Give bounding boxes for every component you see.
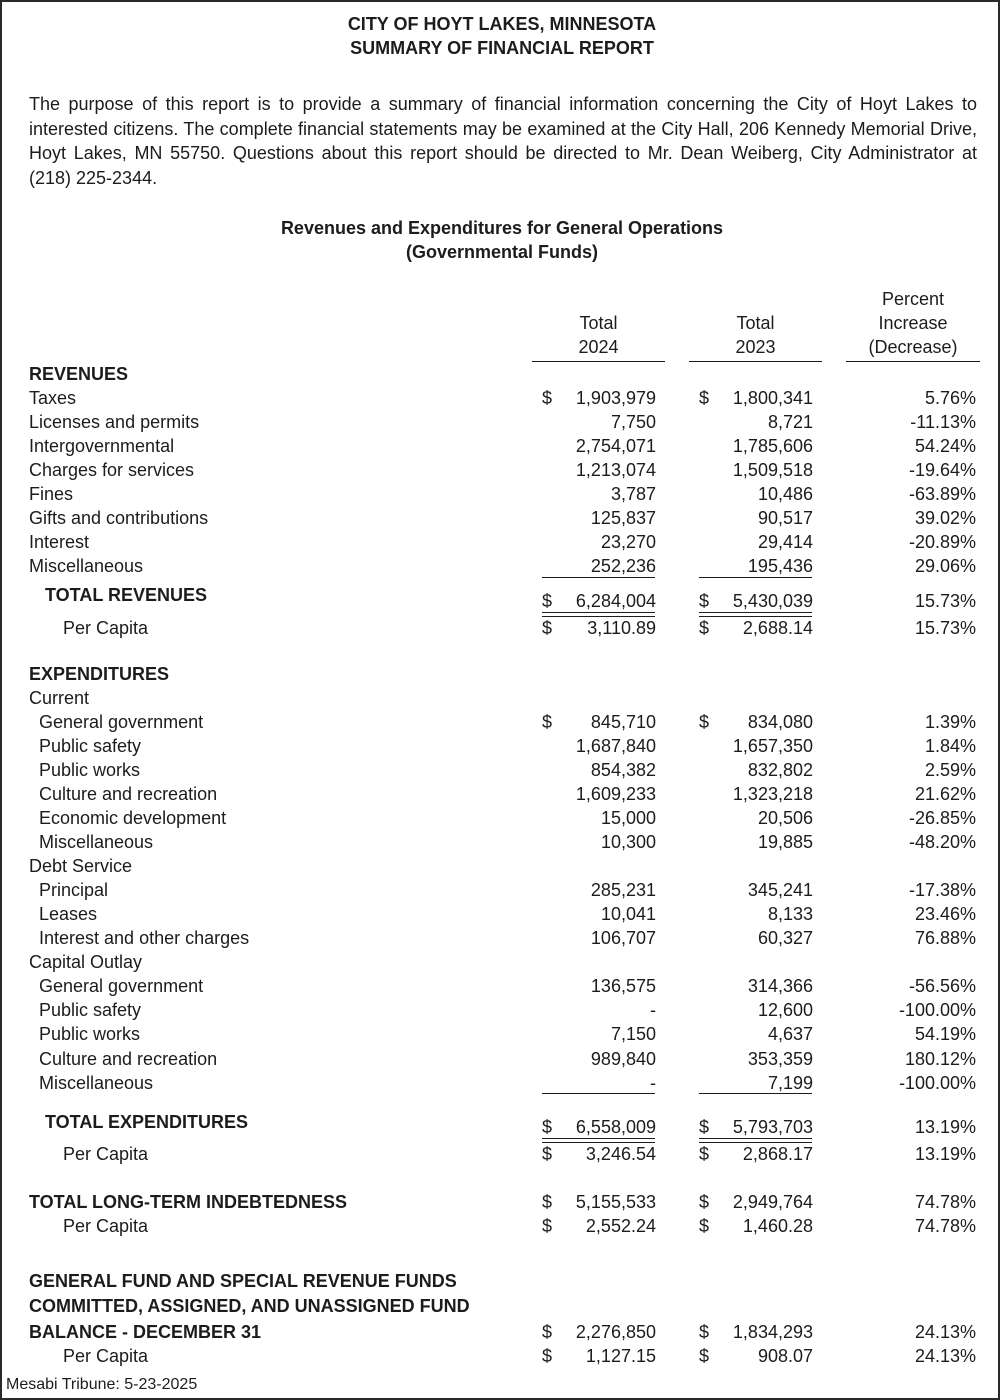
- row-label: General government: [39, 976, 204, 996]
- report-title-line1: CITY OF HOYT LAKES, MINNESOTA: [347, 14, 657, 34]
- value-pct: 15.73%: [914, 591, 976, 611]
- value-pct: -56.56%: [908, 976, 976, 996]
- value-2023: 1,460.28: [742, 1216, 813, 1236]
- fund-balance-label-line2: COMMITTED, ASSIGNED, AND UNASSIGNED FUND: [29, 1296, 470, 1316]
- row-label: Miscellaneous: [39, 1073, 154, 1093]
- currency-sign: $: [699, 1216, 710, 1236]
- value-2024: -: [650, 1000, 656, 1020]
- per-capita-row: [2, 616, 1000, 640]
- value-2024: 3,246.54: [585, 1144, 656, 1164]
- value-2023: 29,414: [757, 532, 813, 552]
- value-2023: 1,785,606: [732, 436, 813, 456]
- table-row: [2, 482, 1000, 506]
- row-label: Fines: [29, 484, 74, 504]
- expenditures-heading: EXPENDITURES: [29, 664, 170, 684]
- value-2023: 5,793,703: [732, 1117, 813, 1137]
- value-pct: 13.19%: [914, 1117, 976, 1137]
- currency-sign: $: [542, 1216, 553, 1236]
- value-2024: 7,750: [610, 412, 656, 432]
- row-label: TOTAL EXPENDITURES: [45, 1112, 249, 1132]
- value-2024: 285,231: [590, 880, 656, 900]
- row-label: Intergovernmental: [29, 436, 175, 456]
- value-2023: 314,366: [747, 976, 813, 996]
- debt-service-subheading: Debt Service: [29, 856, 133, 876]
- value-2024: 845,710: [590, 712, 656, 732]
- row-label: Public safety: [39, 1000, 142, 1020]
- value-pct: -11.13%: [910, 412, 976, 432]
- value-2023: 20,506: [757, 808, 813, 828]
- value-pct: -100.00%: [898, 1000, 976, 1020]
- row-label: Gifts and contributions: [29, 508, 209, 528]
- value-2023: 195,436: [747, 556, 813, 576]
- currency-sign: $: [542, 1322, 553, 1342]
- row-label: Economic development: [39, 808, 227, 828]
- table-row: [2, 1047, 1000, 1071]
- publication-credit: Mesabi Tribune: 5-23-2025: [6, 1376, 198, 1393]
- value-2024: 15,000: [600, 808, 656, 828]
- value-2023: 1,657,350: [732, 736, 813, 756]
- value-pct: 15.73%: [914, 618, 976, 638]
- value-2023: 12,600: [757, 1000, 813, 1020]
- table-row: [2, 902, 1000, 926]
- value-pct: 74.78%: [914, 1216, 976, 1236]
- value-2023: 8,721: [767, 412, 813, 432]
- capital-outlay-subheading: Capital Outlay: [29, 952, 143, 972]
- row-label: Miscellaneous: [29, 556, 144, 576]
- table-row: [2, 530, 1000, 554]
- value-2024: 10,041: [600, 904, 656, 924]
- row-label: TOTAL LONG-TERM INDEBTEDNESS: [29, 1192, 348, 1212]
- row-label: Taxes: [29, 388, 77, 408]
- row-label: Culture and recreation: [39, 784, 218, 804]
- value-pct: 76.88%: [914, 928, 976, 948]
- value-pct: 29.06%: [914, 556, 976, 576]
- table-row: [2, 386, 1000, 410]
- fund-balance-label-line1: GENERAL FUND AND SPECIAL REVENUE FUNDS: [29, 1271, 457, 1291]
- value-2023: 10,486: [757, 484, 813, 504]
- value-2024: 23,270: [600, 532, 656, 552]
- currency-sign: $: [699, 1346, 710, 1366]
- table-row: [2, 1022, 1000, 1046]
- value-pct: -17.38%: [908, 880, 976, 900]
- value-2024: 1,903,979: [575, 388, 656, 408]
- row-label: Per Capita: [63, 1216, 149, 1236]
- value-pct: 24.13%: [914, 1346, 976, 1366]
- table-row: [2, 974, 1000, 998]
- table-row: [2, 710, 1000, 734]
- value-2024: 3,110.89: [587, 618, 656, 638]
- row-label: Public works: [39, 1024, 141, 1044]
- table-row: [2, 410, 1000, 434]
- value-2024: 1,127.15: [585, 1346, 656, 1366]
- value-2023: 1,509,518: [732, 460, 813, 480]
- row-label: Culture and recreation: [39, 1049, 218, 1069]
- fund-balance-row: [2, 1320, 1000, 1344]
- col-2023-header-line1: Total: [736, 313, 775, 333]
- value-2024: 136,575: [590, 976, 656, 996]
- value-pct: 74.78%: [914, 1192, 976, 1212]
- long-term-debt-row: [2, 1190, 1000, 1214]
- value-pct: 1.84%: [924, 736, 976, 756]
- value-pct: 23.46%: [914, 904, 976, 924]
- table-row: [2, 1071, 1000, 1095]
- subtotal-rule: [542, 1093, 655, 1094]
- table-title-line2: (Governmental Funds): [405, 242, 598, 262]
- row-label: Charges for services: [29, 460, 195, 480]
- table-title-line1: Revenues and Expenditures for General Operations: [280, 218, 724, 238]
- table-row: [2, 830, 1000, 854]
- value-2024: 1,687,840: [575, 736, 656, 756]
- value-2024: 2,276,850: [575, 1322, 656, 1342]
- row-label: Per Capita: [63, 618, 149, 638]
- currency-sign: $: [542, 618, 553, 638]
- row-label: Interest: [29, 532, 90, 552]
- value-2024: 1,609,233: [575, 784, 656, 804]
- value-2023: 5,430,039: [732, 591, 813, 611]
- value-2024: -: [650, 1073, 656, 1093]
- value-pct: -26.85%: [908, 808, 976, 828]
- value-2023: 60,327: [757, 928, 813, 948]
- col-2024-header-line1: Total: [579, 313, 618, 333]
- value-2024: 2,754,071: [575, 436, 656, 456]
- value-2024: 252,236: [590, 556, 656, 576]
- subtotal-rule: [699, 577, 812, 578]
- value-2024: 5,155,533: [575, 1192, 656, 1212]
- currency-sign: $: [542, 712, 553, 732]
- value-2024: 3,787: [610, 484, 656, 504]
- currency-sign: $: [699, 388, 710, 408]
- value-pct: 5.76%: [924, 388, 976, 408]
- row-label: Leases: [39, 904, 98, 924]
- value-pct: 54.19%: [914, 1024, 976, 1044]
- currency-sign: $: [699, 618, 710, 638]
- currency-sign: $: [542, 1192, 553, 1212]
- total-expenditures-values: [2, 1115, 1000, 1139]
- value-pct: 1.39%: [924, 712, 976, 732]
- currency-sign: $: [699, 591, 710, 611]
- value-2024: 2,552.24: [585, 1216, 656, 1236]
- value-2023: 353,359: [747, 1049, 813, 1069]
- col-pct-header-rule: [846, 361, 980, 362]
- total-revenues-values: [2, 589, 1000, 613]
- table-row: [2, 554, 1000, 578]
- table-row: [2, 806, 1000, 830]
- value-pct: 54.24%: [914, 436, 976, 456]
- report-title-line2: SUMMARY OF FINANCIAL REPORT: [350, 38, 654, 58]
- value-2023: 2,688.14: [742, 618, 813, 638]
- value-2024: 106,707: [590, 928, 656, 948]
- value-2024: 125,837: [590, 508, 656, 528]
- per-capita-row: [2, 1214, 1000, 1238]
- currency-sign: $: [542, 1144, 553, 1164]
- row-label: Principal: [39, 880, 109, 900]
- value-pct: 2.59%: [924, 760, 976, 780]
- value-pct: -63.89%: [908, 484, 976, 504]
- table-row: [2, 506, 1000, 530]
- row-label: Public works: [39, 760, 141, 780]
- value-2023: 19,885: [757, 832, 813, 852]
- value-2023: 2,868.17: [742, 1144, 813, 1164]
- row-label: Per Capita: [63, 1144, 149, 1164]
- value-pct: -20.89%: [908, 532, 976, 552]
- value-pct: -48.20%: [908, 832, 976, 852]
- value-2024: 6,284,004: [575, 591, 656, 611]
- table-row: [2, 434, 1000, 458]
- value-pct: 180.12%: [904, 1049, 976, 1069]
- col-2023-header-line2: 2023: [735, 337, 776, 357]
- value-pct: -100.00%: [898, 1073, 976, 1093]
- col-2024-header-line2: 2024: [578, 337, 619, 357]
- value-2023: 4,637: [767, 1024, 813, 1044]
- per-capita-row: [2, 1344, 1000, 1368]
- currency-sign: $: [542, 591, 553, 611]
- value-2023: 1,323,218: [732, 784, 813, 804]
- subtotal-rule: [699, 1093, 812, 1094]
- value-pct: -19.64%: [908, 460, 976, 480]
- subtotal-rule: [542, 577, 655, 578]
- row-label: General government: [39, 712, 204, 732]
- value-2023: 2,949,764: [732, 1192, 813, 1212]
- currency-sign: $: [699, 1117, 710, 1137]
- currency-sign: $: [699, 712, 710, 732]
- value-2023: 832,802: [747, 760, 813, 780]
- currency-sign: $: [542, 1346, 553, 1366]
- value-2024: 7,150: [610, 1024, 656, 1044]
- table-row: [2, 734, 1000, 758]
- table-row: [2, 926, 1000, 950]
- row-label: Per Capita: [63, 1346, 149, 1366]
- currency-sign: $: [542, 388, 553, 408]
- currency-sign: $: [699, 1322, 710, 1342]
- row-label: Licenses and permits: [29, 412, 200, 432]
- row-label: TOTAL REVENUES: [45, 585, 208, 605]
- col-pct-header-line1: Percent: [881, 289, 945, 309]
- value-2023: 7,199: [767, 1073, 813, 1093]
- value-2024: 854,382: [590, 760, 656, 780]
- value-2023: 908.07: [757, 1346, 813, 1366]
- value-2023: 1,800,341: [732, 388, 813, 408]
- value-pct: 24.13%: [914, 1322, 976, 1342]
- currency-sign: $: [699, 1192, 710, 1212]
- value-2023: 90,517: [757, 508, 813, 528]
- col-pct-header-line2: Increase: [878, 313, 948, 333]
- table-row: [2, 878, 1000, 902]
- row-label: Public safety: [39, 736, 142, 756]
- table-row: [2, 758, 1000, 782]
- value-2023: 1,834,293: [732, 1322, 813, 1342]
- value-pct: 21.62%: [914, 784, 976, 804]
- revenues-heading: REVENUES: [29, 364, 129, 384]
- currency-sign: $: [542, 1117, 553, 1137]
- row-label: Interest and other charges: [39, 928, 250, 948]
- row-label: Miscellaneous: [39, 832, 154, 852]
- value-2024: 1,213,074: [575, 460, 656, 480]
- value-2024: 10,300: [600, 832, 656, 852]
- table-row: [2, 998, 1000, 1022]
- value-pct: 39.02%: [914, 508, 976, 528]
- value-2023: 8,133: [767, 904, 813, 924]
- intro-paragraph: The purpose of this report is to provide a summary of financial information concerning the City of Hoyt Lakes to interested citizens. The complete financial statements may be examined at the City Hall, 206 Kennedy Memorial Drive, Hoyt Lakes, MN 55750. Questions about this report should be directed to Mr. Dean Weiberg, City Administrator at (218) 225-2344.: [29, 94, 977, 188]
- value-2024: 989,840: [590, 1049, 656, 1069]
- value-2024: 6,558,009: [575, 1117, 656, 1137]
- col-pct-header-line3: (Decrease): [868, 337, 958, 357]
- col-2024-header-rule: [532, 361, 665, 362]
- row-label: BALANCE - DECEMBER 31: [29, 1322, 262, 1342]
- value-2023: 345,241: [747, 880, 813, 900]
- per-capita-row: [2, 1142, 1000, 1166]
- value-2023: 834,080: [747, 712, 813, 732]
- value-pct: 13.19%: [914, 1144, 976, 1164]
- table-row: [2, 458, 1000, 482]
- current-subheading: Current: [29, 688, 90, 708]
- col-2023-header-rule: [689, 361, 822, 362]
- table-row: [2, 782, 1000, 806]
- currency-sign: $: [699, 1144, 710, 1164]
